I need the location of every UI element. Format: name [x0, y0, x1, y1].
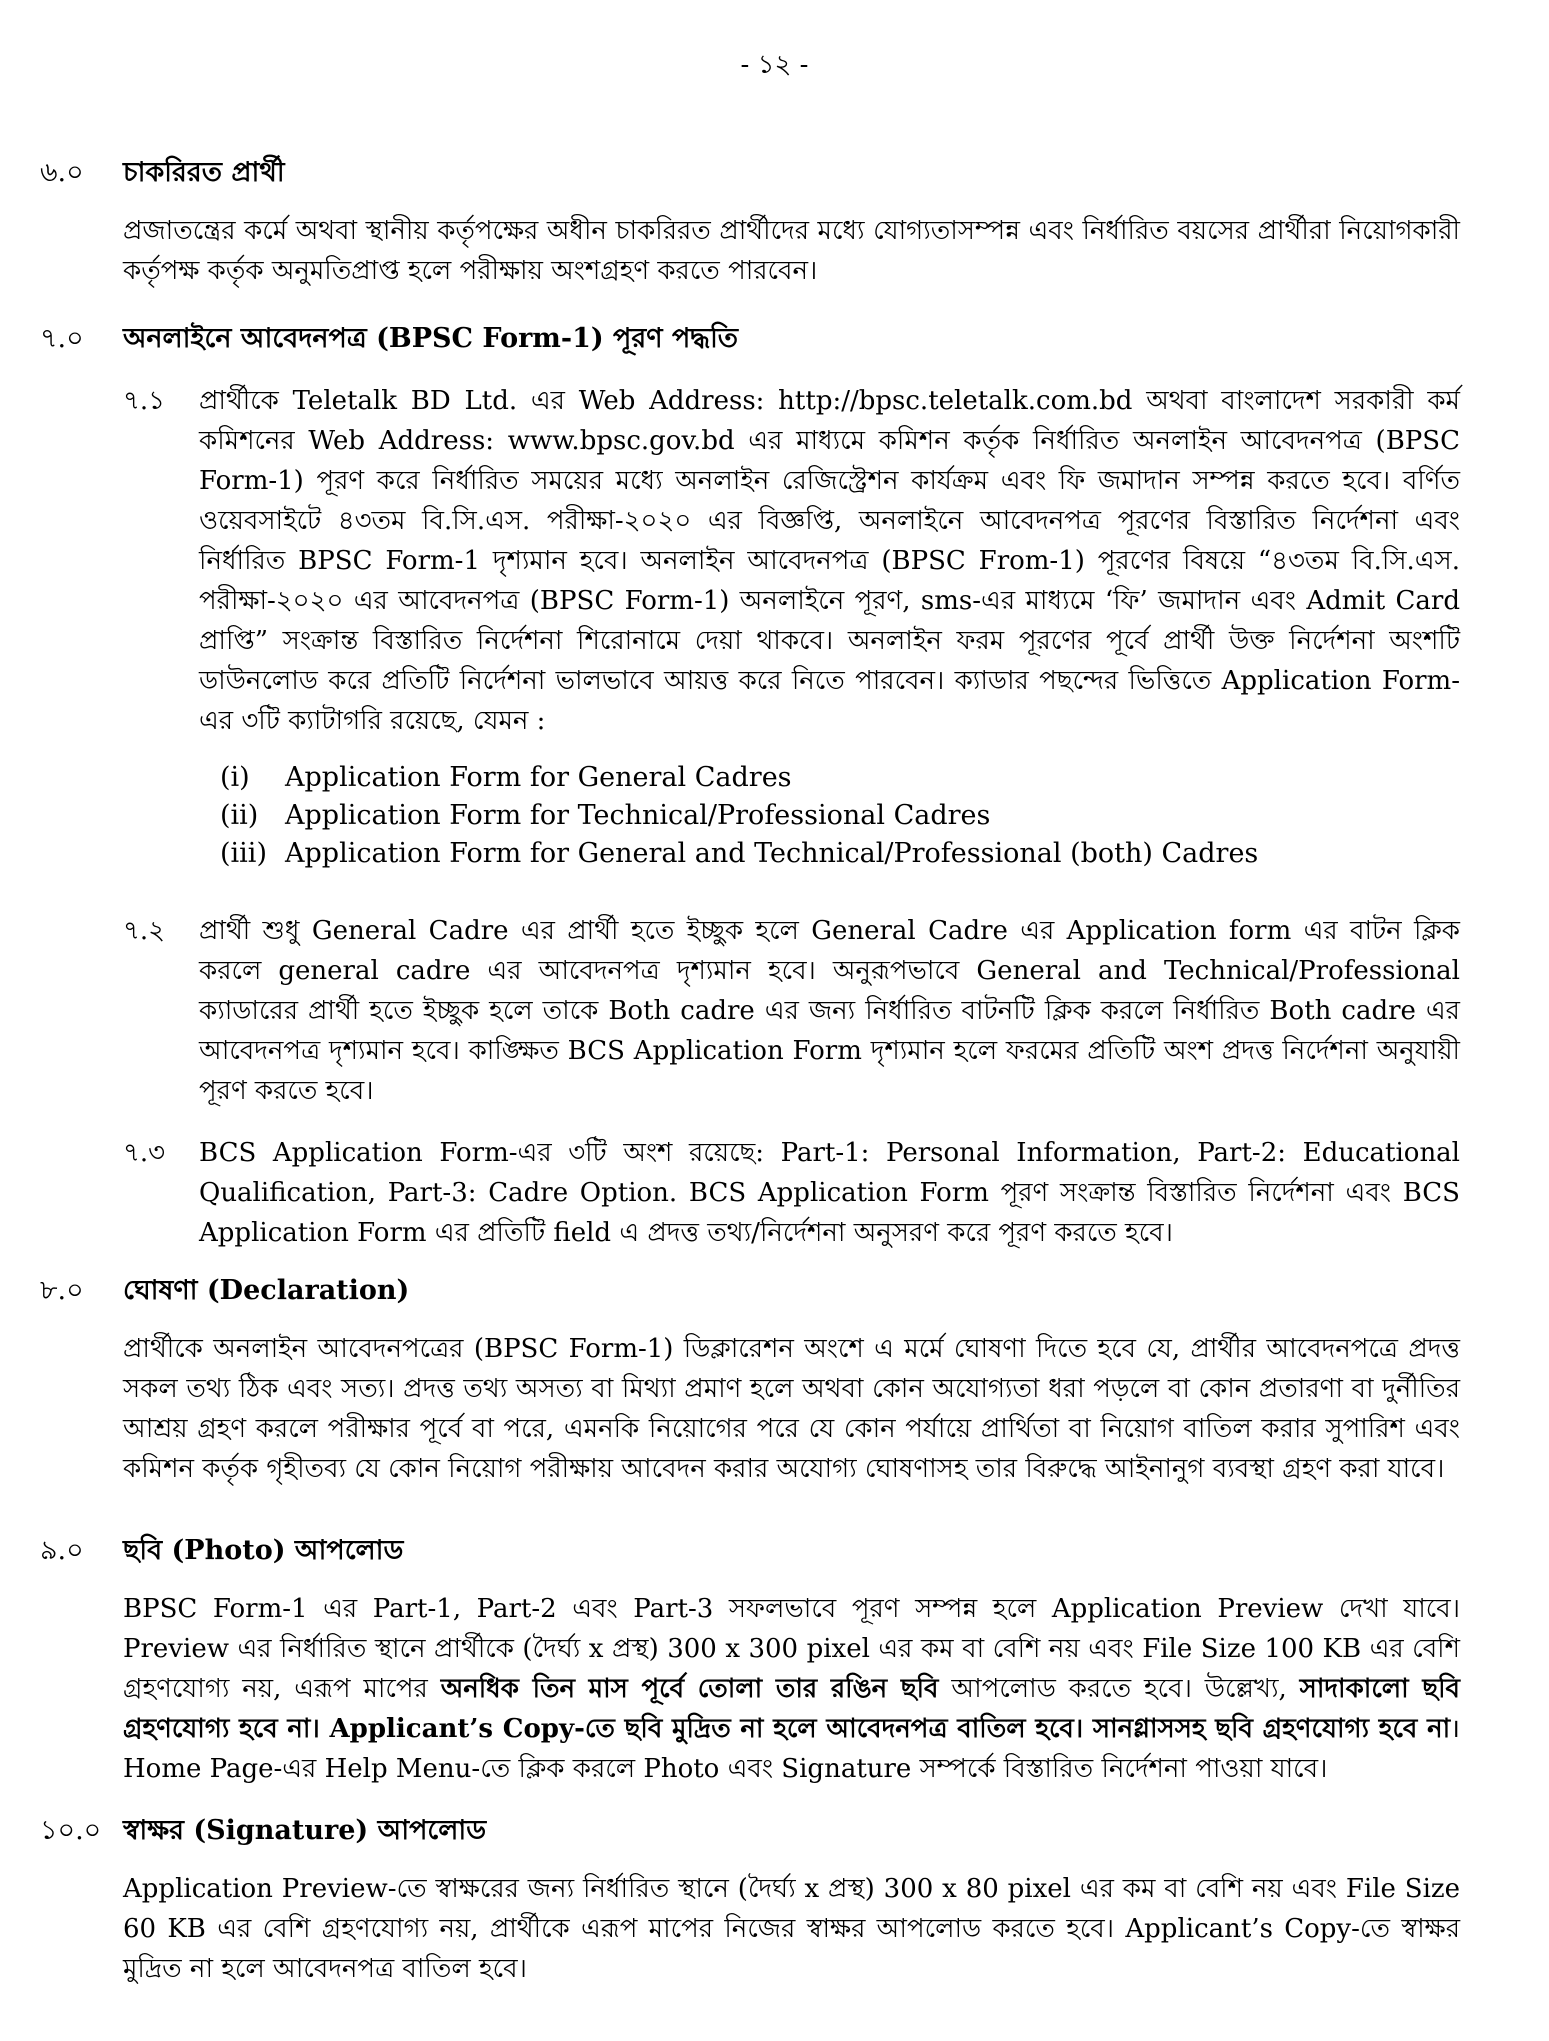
- section-number: ৭.০: [40, 323, 84, 354]
- subsection-7-3: [123, 1133, 1460, 1253]
- list-item: (iii) Application Form for General and Technical/Professional (both) Cadres: [220, 838, 1259, 869]
- section-title: ছবি (Photo) আপলোড: [123, 1535, 404, 1566]
- photo-warning-emphasis: সাদাকালো ছবি গ্রহণযোগ্য হবে না। Applicant’s Copy-তে ছবি মুদ্রিত না হলে আবেদনপত্র বাতিল হবে। সানগ্লাসসহ ছবি গ্রহণযোগ্য হবে না: [123, 1674, 1460, 1744]
- section-title: অনলাইনে আবেদনপত্র (BPSC Form-1) পূরণ পদ্ধতি: [123, 323, 739, 354]
- section-title: চাকরিরত প্রার্থী: [123, 157, 285, 188]
- subsection-number: ৭.২: [123, 916, 166, 946]
- section-number: ৬.০: [40, 157, 84, 188]
- photo-requirement-emphasis: অনধিক তিন মাস পূর্বে তোলা তার রঙিন ছবি: [440, 1674, 939, 1704]
- application-form-categories: [220, 759, 1460, 873]
- section-number: ৮.০: [40, 1275, 84, 1306]
- section-number: ১০.০: [40, 1815, 102, 1846]
- subsection-7-1: [123, 381, 1460, 741]
- page-number: - ১২ -: [740, 50, 809, 80]
- section-body: প্রার্থীকে অনলাইন আবেদনপত্রের (BPSC Form-1) ডিক্লারেশন অংশে এ মর্মে ঘোষণা দিতে হবে যে, প্রার্থীর আবেদনপত্রে প্রদত্ত সকল তথ্য ঠিক এবং সত্য। প্রদত্ত তথ্য অসত্য বা মিথ্যা প্রমাণ হলে অথবা কোন অযোগ্যতা ধরা পড়লে বা কোন প্রতারণা বা দুর্নীতির আশ্রয় গ্রহণ করলে পরীক্ষার পূর্বে বা পরে, এমনকি নিয়োগের পরে যে কোন পর্যায়ে প্রার্থিতা বা নিয়োগ বাতিল করার সুপারিশ এবং কমিশন কর্তৃক গৃহীতব্য যে কোন নিয়োগ পরীক্ষায় আবেদন করার অযোগ্য ঘোষণাসহ তার বিরুদ্ধে আইনানুগ ব্যবস্থা গ্রহণ করা যাবে।: [123, 1334, 1460, 1484]
- subsection-7-2: [123, 911, 1460, 1111]
- section-photo-upload: [40, 1530, 1460, 1789]
- list-item: (ii) Application Form for Technical/Professional Cadres: [220, 800, 991, 831]
- section-body: Application Preview-তে স্বাক্ষরের জন্য নির্ধারিত স্থানে (দৈর্ঘ্য x প্রস্থ) 300 x 80 pixel এর কম বা বেশি নয় এবং File Size 60 KB এর বেশি গ্রহণযোগ্য নয়, প্রার্থীকে এরূপ মাপের নিজের স্বাক্ষর আপলোড করতে হবে। Applicant’s Copy-তে স্বাক্ষর মুদ্রিত না হলে আবেদনপত্র বাতিল হবে।: [123, 1874, 1460, 1984]
- section-signature-upload: [40, 1810, 1460, 1989]
- list-item: (i) Application Form for General Cadres: [220, 762, 792, 793]
- subsection-body: BCS Application Form-এর ৩টি অংশ রয়েছে: Part-1: Personal Information, Part-2: Educational Qualification, Part-3: Cadre Option. BCS Application Form পূরণ সংক্রান্ত বিস্তারিত নির্দেশনা এবং BCS Application Form এর প্রতিটি field এ প্রদত্ত তথ্য/নির্দেশনা অনুসরণ করে পূরণ করতে হবে।: [199, 1138, 1460, 1248]
- section-title: ঘোষণা (Declaration): [123, 1275, 410, 1306]
- subsection-number: ৭.৩: [123, 1138, 166, 1168]
- subsection-body: প্রার্থীকে Teletalk BD Ltd. এর Web Address: http://bpsc.teletalk.com.bd অথবা বাংলাদেশ সরকারী কর্ম কমিশনের Web Address: www.bpsc.gov.bd এর মাধ্যমে কমিশন কর্তৃক নির্ধারিত অনলাইন আবেদনপত্র (BPSC Form-1) পূরণ করে নির্ধারিত সময়ের মধ্যে অনলাইন রেজিস্ট্রেশন কার্যক্রম এবং ফি জমাদান সম্পন্ন করতে হবে। বর্ণিত ওয়েবসাইটে ৪৩তম বি.সি.এস. পরীক্ষা-২০২০ এর বিজ্ঞপ্তি, অনলাইনে আবেদনপত্র পূরণের বিস্তারিত নির্দেশনা এবং নির্ধারিত BPSC Form-1 দৃশ্যমান হবে। অনলাইন আবেদনপত্র (BPSC From-1) পূরণের বিষয়ে “৪৩তম বি.সি.এস. পরীক্ষা-২০২০ এর আবেদনপত্র (BPSC Form-1) অনলাইনে পূরণ, sms-এর মাধ্যমে ‘ফি’ জমাদান এবং Admit Card প্রাপ্তি” সংক্রান্ত বিস্তারিত নির্দেশনা শিরোনামে দেয়া থাকবে। অনলাইন ফরম পূরণের পূর্বে প্রার্থী উক্ত নির্দেশনা অংশটি ডাউনলোড করে প্রতিটি নির্দেশনা ভালভাবে আয়ত্ত করে নিতে পারবেন। ক্যাডার পছন্দের ভিত্তিতে Application Form-এর ৩টি ক্যাটাগরি রয়েছে, যেমন :: [199, 386, 1460, 736]
- section-body: প্রজাতন্ত্রের কর্মে অথবা স্থানীয় কর্তৃপক্ষের অধীন চাকরিরত প্রার্থীদের মধ্যে যোগ্যতাসম্পন্ন এবং নির্ধারিত বয়সের প্রার্থীরা নিয়োগকারী কর্তৃপক্ষ কর্তৃক অনুমতিপ্রাপ্ত হলে পরীক্ষায় অংশগ্রহণ করতে পারবেন।: [123, 216, 1460, 286]
- section-body: BPSC Form-1 এর Part-1, Part-2 এবং Part-3 সফলভাবে পূরণ সম্পন্ন হলে Application Preview দেখা যাবে। Preview এর নির্ধারিত স্থানে প্রার্থীকে (দৈর্ঘ্য x প্রস্থ) 300 x 300 pixel এর কম বা বেশি নয় এবং File Size 100 KB এর বেশি গ্রহণযোগ্য নয়, এরূপ মাপের অনধিক তিন মাস পূর্বে তোলা তার রঙিন ছবি আপলোড করতে হবে। উল্লেখ্য, সাদাকালো ছবি গ্রহণযোগ্য হবে না। Applicant’s Copy-তে ছবি মুদ্রিত না হলে আবেদনপত্র বাতিল হবে। সানগ্লাসসহ ছবি গ্রহণযোগ্য হবে না। Home Page-এর Help Menu-তে ক্লিক করলে Photo এবং Signature সম্পর্কে বিস্তারিত নির্দেশনা পাওয়া যাবে।: [123, 1594, 1460, 1784]
- subsection-body: প্রার্থী শুধু General Cadre এর প্রার্থী হতে ইচ্ছুক হলে General Cadre এর Application form এর বাটন ক্লিক করলে general cadre এর আবেদনপত্র দৃশ্যমান হবে। অনুরূপভাবে General and Technical/Professional ক্যাডারের প্রার্থী হতে ইচ্ছুক হলে তাকে Both cadre এর জন্য নির্ধারিত বাটনটি ক্লিক করলে নির্ধারিত Both cadre এর আবেদনপত্র দৃশ্যমান হবে। কাঙ্ক্ষিত BCS Application Form দৃশ্যমান হলে ফরমের প্রতিটি অংশ প্রদত্ত নির্দেশনা অনুযায়ী পূরণ করতে হবে।: [199, 916, 1460, 1106]
- section-employed-candidates: [40, 152, 1460, 291]
- section-title: স্বাক্ষর (Signature) আপলোড: [123, 1815, 487, 1846]
- section-online-application: [40, 318, 1460, 1253]
- section-number: ৯.০: [40, 1535, 84, 1566]
- subsection-number: ৭.১: [123, 386, 166, 416]
- section-declaration: [40, 1270, 1460, 1489]
